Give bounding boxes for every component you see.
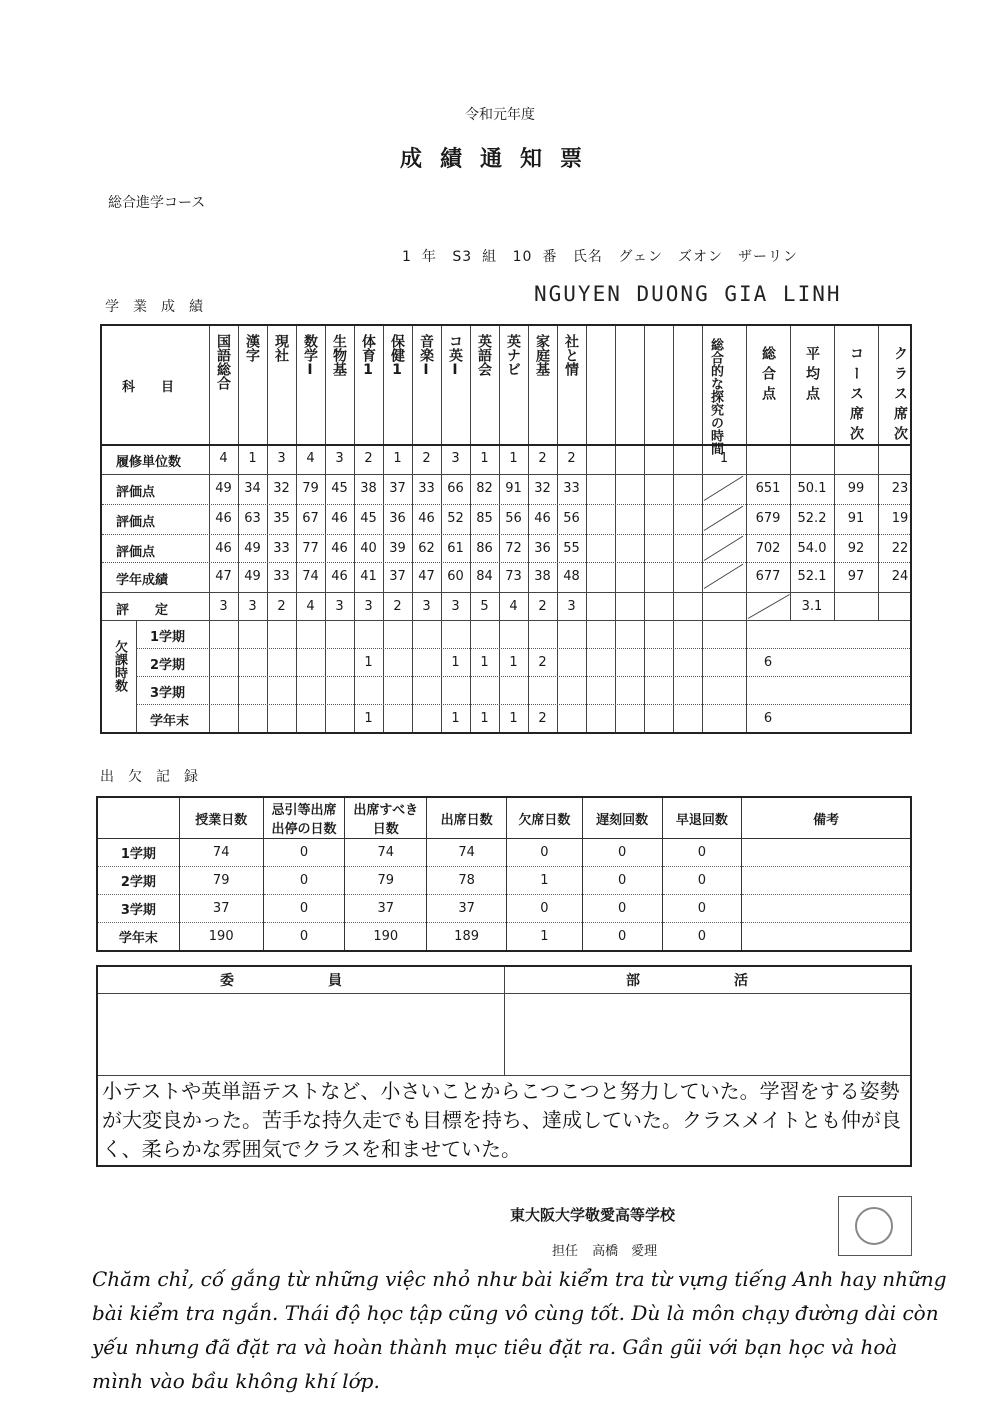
score-value: 38 xyxy=(534,569,551,584)
credit-value: 4 xyxy=(306,451,315,466)
integrated-slash xyxy=(704,506,744,531)
score-value: 46 xyxy=(331,511,348,526)
attendance-value: 0 xyxy=(662,867,742,895)
score-value: 35 xyxy=(273,511,290,526)
subject-label: 科 目 xyxy=(122,380,175,395)
student-name-handwritten: NGUYEN DUONG GIA LINH xyxy=(534,282,842,306)
attendance-value: 0 xyxy=(662,895,742,923)
evaluation-value: 2 xyxy=(277,599,286,614)
attendance-value xyxy=(742,895,911,923)
total-score: 702 xyxy=(755,541,781,556)
score-value: 61 xyxy=(447,541,464,556)
grid-row-line xyxy=(102,474,910,475)
score-value: 47 xyxy=(418,569,435,584)
score-value: 38 xyxy=(360,481,377,496)
absence-term-label: 3学期 xyxy=(150,686,186,701)
average-score: 54.0 xyxy=(797,541,827,556)
attendance-value: 0 xyxy=(263,839,345,867)
score-value: 49 xyxy=(215,481,232,496)
attendance-value: 1 xyxy=(506,923,582,952)
attendance-term: 1学期 xyxy=(97,839,179,867)
course-rank: 99 xyxy=(847,481,865,496)
attendance-value: 190 xyxy=(179,923,263,952)
grid-col-line xyxy=(296,326,297,732)
attendance-value xyxy=(742,839,911,867)
evaluation-value: 4 xyxy=(509,599,518,614)
attendance-header: 出席日数 xyxy=(427,797,507,839)
grid-col-line xyxy=(557,326,558,732)
absence-total: 6 xyxy=(763,655,773,670)
attendance-row xyxy=(97,923,911,952)
grid-col-line xyxy=(354,326,355,732)
attendance-term: 学年末 xyxy=(97,923,179,952)
absence-value: 1 xyxy=(509,711,518,726)
class-rank: 22 xyxy=(891,541,909,556)
absence-label: 欠課時数 xyxy=(112,640,127,692)
score-value: 85 xyxy=(476,511,493,526)
club-header: 部 活 xyxy=(626,973,788,989)
score-value: 63 xyxy=(244,511,261,526)
credits-label: 履修単位数 xyxy=(116,455,182,470)
attendance-value xyxy=(742,867,911,895)
attendance-value: 79 xyxy=(345,867,427,895)
attendance-value: 0 xyxy=(506,839,582,867)
evaluation-value: 3 xyxy=(422,599,431,614)
absence-term-label: 学年末 xyxy=(150,714,190,729)
course-rank: 91 xyxy=(847,511,865,526)
score-value: 46 xyxy=(331,569,348,584)
attendance-value: 0 xyxy=(582,839,662,867)
student-year: 1 xyxy=(402,249,412,265)
absence-value: 1 xyxy=(480,655,489,670)
score-value: 91 xyxy=(505,481,522,496)
attendance-value: 189 xyxy=(427,923,507,952)
grid-col-line xyxy=(499,326,500,732)
attendance-row xyxy=(97,867,911,895)
attendance-value: 37 xyxy=(427,895,507,923)
attendance-header: 備考 xyxy=(742,797,911,839)
evaluation-value: 3 xyxy=(335,599,344,614)
score-value: 33 xyxy=(418,481,435,496)
summary-header: 平均点 xyxy=(804,346,820,406)
score-value: 32 xyxy=(273,481,290,496)
credit-value: 1 xyxy=(480,451,489,466)
score-value: 46 xyxy=(534,511,551,526)
subject-header: 社と情 xyxy=(563,334,579,376)
absence-value: 1 xyxy=(364,711,373,726)
attendance-value: 0 xyxy=(263,923,345,952)
score-row-label: 評価点 xyxy=(116,545,156,560)
grid-col-line xyxy=(441,326,442,732)
score-value: 62 xyxy=(418,541,435,556)
student-year-unit: 年 xyxy=(421,249,437,265)
average-score: 52.1 xyxy=(797,569,827,584)
attendance-value: 0 xyxy=(582,923,662,952)
student-number-unit: 番 xyxy=(542,249,558,265)
score-value: 55 xyxy=(563,541,580,556)
score-value: 73 xyxy=(505,569,522,584)
attendance-value: 0 xyxy=(582,895,662,923)
attendance-value xyxy=(742,923,911,952)
summary-header: クラス席次 xyxy=(892,346,908,446)
absence-value: 1 xyxy=(480,711,489,726)
credit-value: 2 xyxy=(422,451,431,466)
score-value: 32 xyxy=(534,481,551,496)
attendance-header: 授業日数 xyxy=(179,797,263,839)
evaluation-value: 3 xyxy=(364,599,373,614)
subject-header: 漢字 xyxy=(244,334,260,362)
grid-col-line xyxy=(412,326,413,732)
grid-row-line xyxy=(102,444,910,446)
grid-col-line xyxy=(209,326,210,732)
attendance-value: 79 xyxy=(179,867,263,895)
subject-header: 家庭基 xyxy=(534,334,550,376)
attendance-value: 0 xyxy=(662,839,742,867)
score-value: 37 xyxy=(389,481,406,496)
score-value: 66 xyxy=(447,481,464,496)
credit-value: 2 xyxy=(567,451,576,466)
absence-term-label: 1学期 xyxy=(150,630,186,645)
score-value: 77 xyxy=(302,541,319,556)
score-value: 36 xyxy=(389,511,406,526)
evaluation-value: 2 xyxy=(538,599,547,614)
grid-row-dotted xyxy=(102,534,910,535)
subject-header: 保健1 xyxy=(389,334,405,378)
score-value: 60 xyxy=(447,569,464,584)
evaluation-slash xyxy=(748,594,790,619)
evaluation-value: 3 xyxy=(451,599,460,614)
grid-col-line xyxy=(746,326,747,732)
student-class-unit: 組 xyxy=(482,249,498,265)
credit-value: 3 xyxy=(451,451,460,466)
absence-total: 6 xyxy=(763,711,773,726)
score-value: 37 xyxy=(389,569,406,584)
integrated-slash xyxy=(704,564,744,589)
evaluation-value: 3 xyxy=(219,599,228,614)
grid-row-dotted xyxy=(102,504,910,505)
grid-col-line xyxy=(528,326,529,732)
credit-value: 3 xyxy=(277,451,286,466)
subject-header: コ英Ⅰ xyxy=(447,334,463,378)
attendance-row xyxy=(97,839,911,867)
credit-value: 3 xyxy=(335,451,344,466)
attendance-value: 0 xyxy=(263,867,345,895)
student-name-kana: グェン ズオン ザーリン xyxy=(618,249,798,265)
grid-col-line xyxy=(238,326,239,732)
credit-value: 1 xyxy=(393,451,402,466)
grid-col-line xyxy=(673,326,674,732)
absence-value: 2 xyxy=(538,655,547,670)
subject-header: 音楽Ⅰ xyxy=(418,334,434,378)
score-row-label: 評価点 xyxy=(116,485,156,500)
score-value: 56 xyxy=(505,511,522,526)
score-value: 47 xyxy=(215,569,232,584)
score-value: 74 xyxy=(302,569,319,584)
total-score: 651 xyxy=(755,481,781,496)
subject-header: 現社 xyxy=(273,334,289,362)
evaluation-value: 3 xyxy=(567,599,576,614)
score-value: 36 xyxy=(534,541,551,556)
absence-value: 1 xyxy=(451,655,460,670)
attendance-term: 2学期 xyxy=(97,867,179,895)
score-value: 84 xyxy=(476,569,493,584)
attendance-value: 1 xyxy=(506,867,582,895)
score-value: 33 xyxy=(563,481,580,496)
seal-box xyxy=(838,1196,912,1256)
attendance-value: 0 xyxy=(582,867,662,895)
attendance-value: 37 xyxy=(345,895,427,923)
integrated-credit-value: 1 xyxy=(719,451,729,466)
subject-header: 国語総合 xyxy=(215,334,231,390)
attendance-header: 忌引等出席 出停の日数 xyxy=(263,797,345,839)
grid-row-dotted xyxy=(136,676,910,677)
credit-value: 2 xyxy=(364,451,373,466)
grid-col-line xyxy=(615,326,616,732)
score-value: 79 xyxy=(302,481,319,496)
grid-col-line xyxy=(586,326,587,732)
score-value: 48 xyxy=(563,569,580,584)
grid-col-line xyxy=(470,326,471,732)
subject-header: 体育1 xyxy=(360,334,376,378)
grid-row-dotted xyxy=(136,648,910,649)
absence-value: 1 xyxy=(451,711,460,726)
teacher-name: 高橋 愛理 xyxy=(592,1244,658,1259)
school-name: 東大阪大学敬愛高等学校 xyxy=(510,1206,676,1224)
score-value: 52 xyxy=(447,511,464,526)
integrated-slash xyxy=(704,476,744,501)
student-info xyxy=(402,246,808,266)
handwritten-translation: Chăm chỉ, cố gắng từ những việc nhỏ như bài kiểm tra từ vựng tiếng Anh hay những bài kiểm tra ngắn. Thái độ học tập cũng vô cùng tốt. Dù là môn chạy đường dài còn yếu nhưng đã đặt ra và hoàn thành mục tiêu đặt ra. Gần gũi với bạn học và hoà mình vào bầu không khí lớp. xyxy=(92,1267,947,1393)
fiscal-year: 令和元年度 xyxy=(465,107,535,123)
attendance-term: 3学期 xyxy=(97,895,179,923)
grid-col-line xyxy=(644,326,645,732)
attendance-value: 190 xyxy=(345,923,427,952)
class-rank: 24 xyxy=(891,569,909,584)
score-value: 41 xyxy=(360,569,377,584)
attendance-value: 74 xyxy=(179,839,263,867)
total-score: 679 xyxy=(755,511,781,526)
subject-header: 英ナビ xyxy=(505,334,521,376)
absence-value: 1 xyxy=(509,655,518,670)
evaluation-value: 3 xyxy=(248,599,257,614)
grades-section-title: 学業成績 xyxy=(105,299,217,315)
teacher-comment: 小テストや英単語テストなど、小さいことからこつこつと努力していた。学習をする姿勢が大変良かった。苦手な持久走でも目標を持ち、達成していた。クラスメイトとも仲が良く、柔らかな雰囲気でクラスを和ませていた。 xyxy=(102,1079,901,1161)
evaluation-label: 評 定 xyxy=(116,603,169,618)
score-value: 49 xyxy=(244,569,261,584)
evaluation-average: 3.1 xyxy=(801,599,823,614)
credit-value: 2 xyxy=(538,451,547,466)
seal-stamp xyxy=(855,1207,893,1245)
score-value: 33 xyxy=(273,569,290,584)
average-score: 50.1 xyxy=(797,481,827,496)
score-row-label: 評価点 xyxy=(116,515,156,530)
total-score: 677 xyxy=(755,569,781,584)
grades-table xyxy=(100,324,912,734)
attendance-header: 欠席日数 xyxy=(506,797,582,839)
attendance-value: 0 xyxy=(506,895,582,923)
grid-col-line xyxy=(702,326,703,732)
credit-value: 1 xyxy=(509,451,518,466)
score-value: 45 xyxy=(360,511,377,526)
score-value: 34 xyxy=(244,481,261,496)
score-value: 46 xyxy=(418,511,435,526)
credit-value: 4 xyxy=(219,451,228,466)
score-value: 82 xyxy=(476,481,493,496)
attendance-header: 出席すべき 日数 xyxy=(345,797,427,839)
attendance-table xyxy=(96,796,912,952)
average-score: 52.2 xyxy=(797,511,827,526)
evaluation-value: 2 xyxy=(393,599,402,614)
score-value: 67 xyxy=(302,511,319,526)
box-comment-divider xyxy=(98,1075,910,1076)
activities-box xyxy=(96,965,912,1167)
attendance-header-row xyxy=(97,797,911,839)
evaluation-value: 4 xyxy=(306,599,315,614)
integrated-study-header: 総合的な探究の時間 xyxy=(708,338,723,455)
attendance-header: 早退回数 xyxy=(662,797,742,839)
name-label: 氏名 xyxy=(572,249,603,265)
credit-value: 1 xyxy=(248,451,257,466)
grid-row-dotted xyxy=(102,562,910,563)
score-value: 86 xyxy=(476,541,493,556)
grid-col-line xyxy=(267,326,268,732)
course-name: 総合進学コース xyxy=(108,195,206,211)
score-value: 49 xyxy=(244,541,261,556)
teacher-role: 担任 xyxy=(552,1244,579,1259)
grid-row-line xyxy=(102,620,910,621)
score-value: 46 xyxy=(331,541,348,556)
class-rank: 23 xyxy=(891,481,909,496)
grid-row-dotted xyxy=(136,704,910,705)
score-value: 46 xyxy=(215,541,232,556)
score-value: 72 xyxy=(505,541,522,556)
page-title: 成績通知票 xyxy=(399,147,600,172)
score-value: 40 xyxy=(360,541,377,556)
evaluation-value: 5 xyxy=(480,599,489,614)
attendance-value: 0 xyxy=(662,923,742,952)
student-number: 10 xyxy=(512,249,533,265)
attendance-value: 0 xyxy=(263,895,345,923)
attendance-value: 74 xyxy=(345,839,427,867)
absence-value: 1 xyxy=(364,655,373,670)
attendance-header xyxy=(97,797,179,839)
score-value: 45 xyxy=(331,481,348,496)
attendance-value: 74 xyxy=(427,839,507,867)
score-value: 39 xyxy=(389,541,406,556)
summary-header: コース席次 xyxy=(848,346,864,446)
course-rank: 97 xyxy=(847,569,865,584)
summary-header: 総合点 xyxy=(760,346,776,406)
attendance-value: 78 xyxy=(427,867,507,895)
score-value: 33 xyxy=(273,541,290,556)
subject-header: 数学Ⅰ xyxy=(302,334,318,378)
score-value: 56 xyxy=(563,511,580,526)
integrated-slash xyxy=(704,536,744,561)
absence-value: 2 xyxy=(538,711,547,726)
subject-header: 英語会 xyxy=(476,334,492,376)
attendance-header: 遅刻回数 xyxy=(582,797,662,839)
score-row-label: 学年成績 xyxy=(116,573,169,588)
attendance-row xyxy=(97,895,911,923)
course-rank: 92 xyxy=(847,541,865,556)
subject-header: 生物基 xyxy=(331,334,347,376)
attendance-value: 37 xyxy=(179,895,263,923)
student-class: S3 xyxy=(452,249,473,265)
homeroom-teacher xyxy=(552,1240,667,1259)
score-value: 46 xyxy=(215,511,232,526)
committee-header: 委 員 xyxy=(220,973,382,989)
class-rank: 19 xyxy=(891,511,909,526)
grid-col-line xyxy=(325,326,326,732)
grid-col-line xyxy=(383,326,384,732)
attendance-section-title: 出欠記録 xyxy=(100,769,212,785)
absence-term-label: 2学期 xyxy=(150,658,186,673)
box-column-divider xyxy=(504,967,505,1075)
